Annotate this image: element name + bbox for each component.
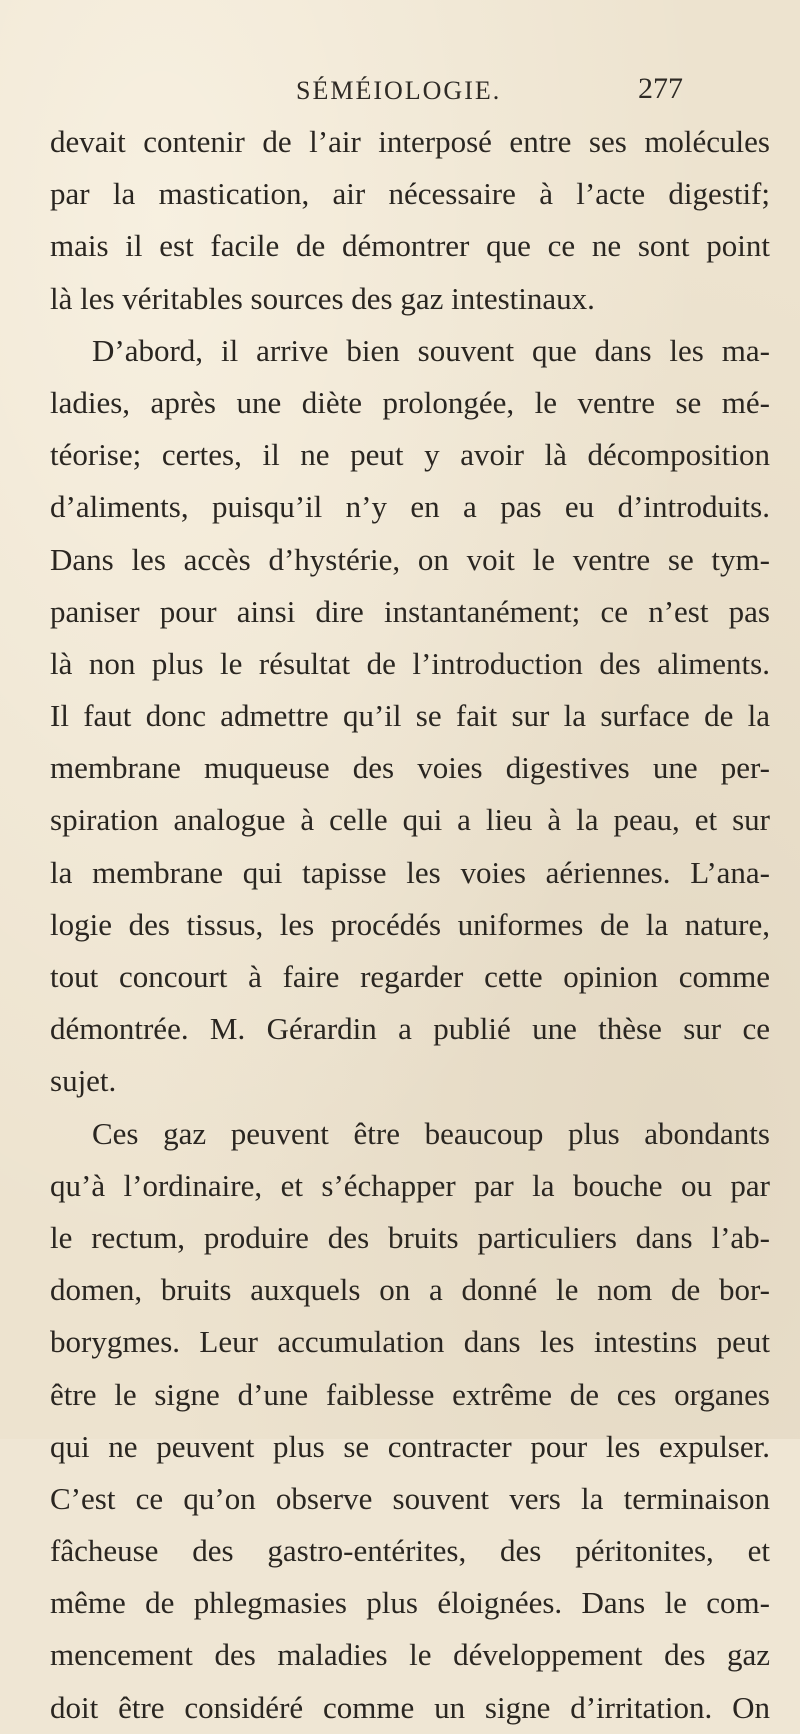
running-head-title: SÉMÉIOLOGIE. [296,76,502,105]
text-line: mais il est facile de démontrer que ce ne sont point [50,228,770,264]
text-line: ladies, après une diète prolongée, le ventre se mé- [50,384,770,420]
text-line: Dans les accès d’hystérie, on voit le ventre se tym- [50,541,770,577]
text-line: d’aliments, puisqu’il n’y en a pas eu d’introduits. [50,489,770,525]
text-line: doit être considéré comme un signe d’irritation. On [50,1689,770,1725]
text-line: le rectum, produire des bruits particuliers dans l’ab- [50,1219,770,1255]
text-line: la membrane qui tapisse les voies aériennes. L’ana- [50,854,770,890]
text-line: là les véritables sources des gaz intestinaux. [50,280,595,316]
text-line: là non plus le résultat de l’introduction des aliments. [50,645,770,681]
text-line: C’est ce qu’on observe souvent vers la terminaison [50,1480,770,1516]
text-line: borygmes. Leur accumulation dans les intestins peut [50,1324,770,1360]
text-line: par la mastication, air nécessaire à l’acte digestif; [50,176,770,212]
text-line: Il faut donc admettre qu’il se fait sur la surface de la [50,698,770,734]
paragraph-start-line: Ces gaz peuvent être beaucoup plus abondants [92,1115,770,1151]
text-line: paniser pour ainsi dire instantanément; ce n’est pas [50,593,770,629]
text-line: membrane muqueuse des voies digestives une per- [50,750,770,786]
paragraph-start-line: D’abord, il arrive bien souvent que dans les ma- [92,332,770,368]
text-line: spiration analogue à celle qui a lieu à la peau, et sur [50,802,770,838]
text-line: qu’à l’ordinaire, et s’échapper par la bouche ou par [50,1167,770,1203]
page-number: 277 [638,72,683,105]
text-line: démontrée. M. Gérardin a publié une thèse sur ce [50,1011,770,1047]
text-line: fâcheuse des gastro-entérites, des péritonites, et [50,1533,770,1569]
text-line: tout concourt à faire regarder cette opinion comme [50,959,770,994]
text-line: sujet. [50,1063,117,1099]
text-line: mencement des maladies le développement des gaz [50,1637,770,1673]
text-line: logie des tissus, les procédés uniformes de la nature, [50,906,770,942]
text-line: domen, bruits auxquels on a donné le nom de bor- [50,1272,770,1308]
text-line: être le signe d’une faiblesse extrême de ces organes [50,1376,770,1412]
running-head [0,72,800,116]
text-line: qui ne peuvent plus se contracter pour les expulser. [50,1428,770,1464]
text-line: téorise; certes, il ne peut y avoir là décomposition [50,437,770,473]
text-line: même de phlegmasies plus éloignées. Dans le com- [50,1585,770,1621]
body-text [50,116,770,1734]
text-line: devait contenir de l’air interposé entre ses molécules [50,124,770,159]
